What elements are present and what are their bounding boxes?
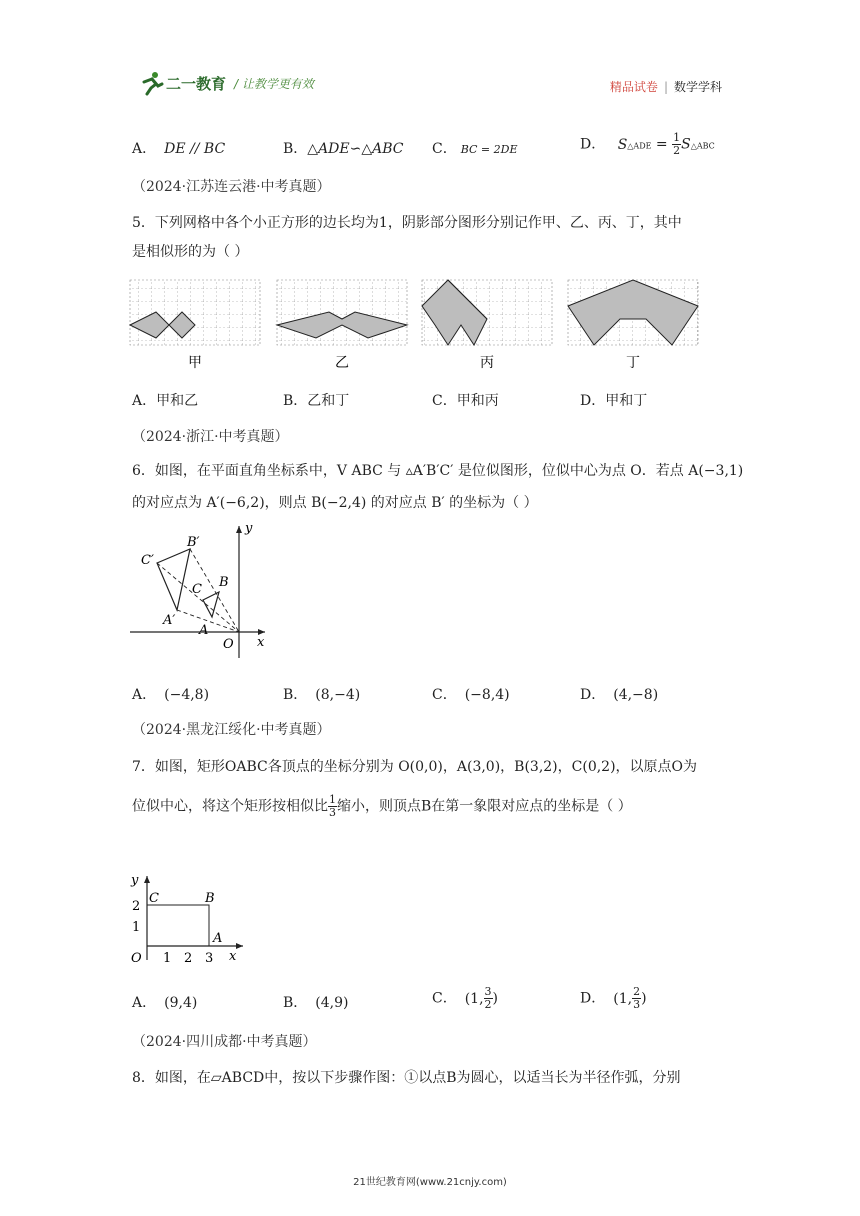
option-text: (9,4) bbox=[164, 995, 198, 1011]
label-c: C bbox=[192, 582, 202, 597]
option-text: (4,9) bbox=[315, 995, 349, 1011]
grid-bing bbox=[422, 280, 552, 371]
fraction bbox=[632, 986, 641, 1011]
option-text: BC = 2DE bbox=[460, 143, 518, 156]
header-logo bbox=[138, 70, 314, 96]
option-text: ) bbox=[641, 990, 647, 1007]
q7-stem-line1: 7．如图，矩形OABC各顶点的坐标分别为 O(0,0)，A(3,0)，B(3,2)，C(0,2)，以原点O为 bbox=[132, 759, 698, 775]
header-subject bbox=[610, 78, 722, 95]
logo-text: 二一教育 bbox=[166, 74, 227, 93]
q7-stem-line2 bbox=[132, 794, 632, 819]
tick-x-3: 3 bbox=[205, 951, 214, 966]
q5-stem-line1: 5．下列网格中各个小正方形的边长均为1，阴影部分图形分别记作甲、乙、丙、丁，其中 bbox=[132, 215, 682, 231]
q7-option-c bbox=[432, 986, 498, 1011]
grid-label: 甲 bbox=[188, 355, 202, 371]
option-text: (−8,4) bbox=[464, 687, 510, 703]
denominator: 2 bbox=[673, 144, 681, 157]
label-b-prime: B′ bbox=[187, 535, 200, 550]
q5-stem-line2: 是相似形的为（ ） bbox=[132, 244, 249, 260]
tick-1: 1 bbox=[132, 920, 141, 935]
label-a-prime: A′ bbox=[163, 613, 176, 628]
q5-option-b: B．乙和丁 bbox=[283, 393, 350, 409]
denominator: 3 bbox=[329, 806, 336, 819]
grid-label: 丁 bbox=[626, 355, 640, 371]
option-text: ) bbox=[492, 990, 499, 1007]
q4-option-a bbox=[132, 138, 225, 158]
area-symbol: S bbox=[617, 136, 628, 153]
label-b: B bbox=[219, 575, 229, 590]
option-label: C． bbox=[432, 141, 457, 157]
option-label: C． bbox=[432, 687, 457, 703]
numerator: 1 bbox=[673, 131, 681, 144]
label-b: B bbox=[205, 891, 215, 906]
q6-stem-line1: 6．如图，在平面直角坐标系中，V ABC 与 ▵A′B′C′ 是位似图形，位似中心为点 O．若点 A(−3,1) bbox=[132, 463, 744, 479]
numerator: 3 bbox=[484, 985, 492, 998]
area-symbol: S bbox=[681, 136, 691, 153]
tick-x-1: 1 bbox=[163, 951, 172, 966]
option-label: D． bbox=[580, 687, 606, 703]
q7-option-d bbox=[580, 986, 647, 1011]
label-y: y bbox=[131, 873, 139, 888]
stem-text: 位似中心，将这个矩形按相似比 bbox=[132, 798, 328, 815]
numerator: 1 bbox=[329, 793, 336, 806]
q5-grid-figures bbox=[125, 275, 725, 375]
q6-option-d bbox=[580, 684, 658, 704]
q4-option-d bbox=[580, 132, 715, 157]
q8-stem-line1: 8．如图，在▱ABCD中，按以下步骤作图：①以点B为圆心，以适当长为半径作弧，分别 bbox=[132, 1070, 681, 1086]
label-a: A bbox=[213, 931, 223, 946]
q8-source: （2024·四川成都·中考真题） bbox=[132, 1034, 317, 1050]
header-subject-label: 数学学科 bbox=[673, 80, 722, 94]
page-footer: 21世纪教育网(www.21cnjy.com) bbox=[353, 1177, 507, 1188]
label-a: A bbox=[199, 623, 209, 638]
label-c-prime: C′ bbox=[141, 553, 154, 568]
grid-ding bbox=[568, 280, 698, 371]
equals: = bbox=[651, 136, 673, 153]
q6-stem-line2: 的对应点为 A′(−6,2)，则点 B(−2,4) 的对应点 B′ 的坐标为（ ） bbox=[132, 495, 538, 511]
tick-2: 2 bbox=[132, 899, 141, 914]
option-label: B． bbox=[283, 687, 308, 703]
label-o: O bbox=[131, 951, 142, 966]
q6-option-a bbox=[132, 684, 209, 704]
runner-logo-icon bbox=[138, 70, 164, 96]
tick-x-2: 2 bbox=[184, 951, 193, 966]
option-label: A． bbox=[132, 141, 157, 157]
option-label: A． bbox=[132, 995, 157, 1011]
grid-yi bbox=[277, 280, 407, 371]
q4-option-b bbox=[283, 138, 404, 158]
fraction bbox=[328, 794, 337, 819]
header-separator: | bbox=[663, 80, 668, 94]
label-x: x bbox=[229, 949, 237, 964]
q5-option-c: C．甲和丙 bbox=[432, 393, 499, 409]
label-x: x bbox=[257, 635, 265, 650]
denominator: 3 bbox=[633, 998, 641, 1011]
option-label: A． bbox=[132, 687, 157, 703]
option-label: D． bbox=[580, 990, 606, 1007]
q7-figure bbox=[125, 868, 255, 968]
area-subscript: △ADE bbox=[627, 141, 652, 151]
q6-option-b bbox=[283, 684, 360, 704]
option-text: DE // BC bbox=[164, 141, 226, 157]
q6-option-c bbox=[432, 684, 510, 704]
option-text: (1, bbox=[464, 990, 484, 1007]
area-subscript: △ABC bbox=[690, 141, 715, 151]
option-text: (4,−8) bbox=[613, 687, 659, 703]
q6-figure bbox=[125, 518, 275, 663]
option-label: B． bbox=[283, 995, 308, 1011]
grid-jia bbox=[130, 280, 260, 371]
option-text: (1, bbox=[613, 990, 633, 1007]
logo-slogan: / 让教学更有效 bbox=[234, 76, 314, 91]
label-o: O bbox=[223, 637, 234, 652]
fraction bbox=[672, 132, 681, 157]
option-text: (−4,8) bbox=[164, 687, 210, 703]
fraction bbox=[484, 986, 493, 1011]
stem-text: 缩小，则顶点B在第一象限对应点的坐标是（ ） bbox=[337, 798, 632, 815]
numerator: 2 bbox=[633, 985, 641, 998]
header-tag: 精品试卷 bbox=[609, 80, 658, 94]
q5-source: （2024·江苏连云港·中考真题） bbox=[132, 179, 331, 195]
denominator: 2 bbox=[484, 998, 492, 1011]
grid-label: 丙 bbox=[480, 355, 494, 371]
option-label: C． bbox=[432, 990, 457, 1007]
q5-option-a: A．甲和乙 bbox=[132, 393, 199, 409]
q7-source: （2024·黑龙江绥化·中考真题） bbox=[132, 722, 331, 738]
q6-source: （2024·浙江·中考真题） bbox=[132, 429, 289, 445]
q5-option-d: D．甲和丁 bbox=[580, 393, 648, 409]
q7-option-a bbox=[132, 992, 197, 1012]
option-text: (8,−4) bbox=[315, 687, 361, 703]
option-text: △ADE∽△ABC bbox=[307, 141, 404, 157]
option-label: B． bbox=[283, 141, 308, 157]
q7-option-b bbox=[283, 992, 349, 1012]
label-c: C bbox=[149, 891, 159, 906]
grid-label: 乙 bbox=[335, 355, 349, 371]
label-y: y bbox=[245, 521, 253, 536]
option-label: D． bbox=[580, 136, 606, 153]
q4-option-c bbox=[432, 138, 517, 158]
